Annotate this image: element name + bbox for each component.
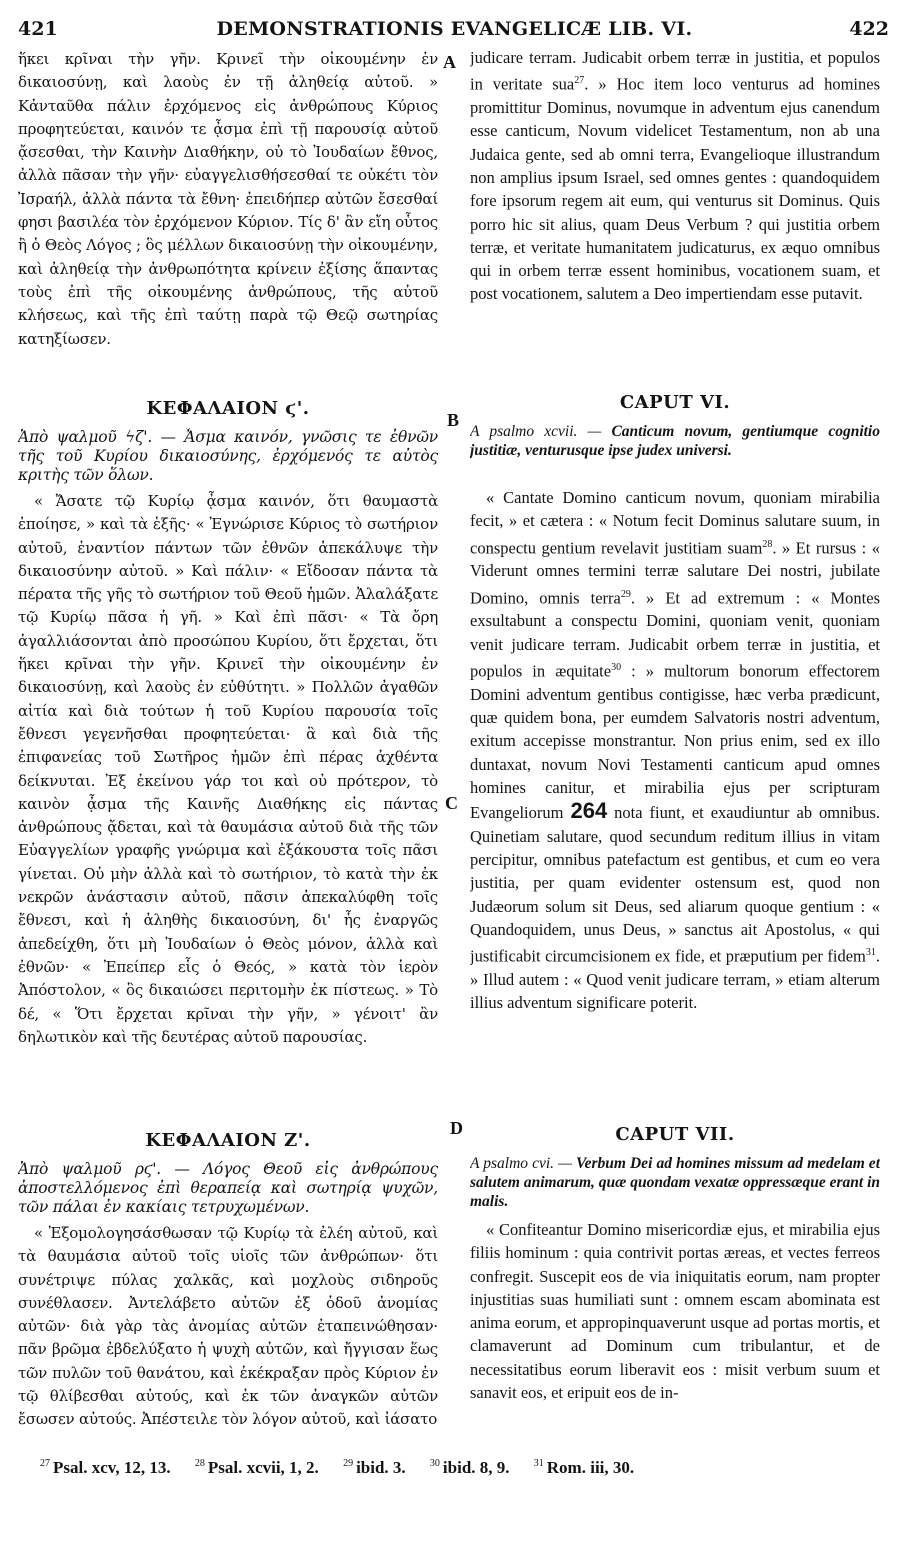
footnote-ref-30: 30 bbox=[611, 662, 622, 674]
greek-paragraph-1: ἥκει κρῖναι τὴν γῆν. Κρινεῖ τὴν οἰκουμένην ἐν δικαιοσύνῃ, καὶ λαοὺς ἐν τῇ ἀληθείᾳ αὐτοῦ. » Κἀνταῦθα πάλιν ἐρχόμενος εἰς ἀνθρώπους Κύριος προφητεύεται, καινόν τε ᾆσμα ἐπὶ τῇ παρουσίᾳ αὐτοῦ ᾄσεσθαι, τὴν Καινὴν Διαθήκην, οὐ τὸ Ἰουδαίων ἔθνος, ἀλλὰ πᾶσαν τὴν γῆν· εὐαγγελισθήσεσθαί τε οὐκέτι τὸν Ἰσραήλ, ἀλλὰ πάντα τὰ ἔθνη· ἐπειδήπερ αὐτῶν ἔσεσθαί φησι βασιλέα τὸν ἐρχόμενον Κύριον. Τίς δ' ἂν εἴη οὗτος ἢ ὁ Θεὸς Λόγος ; ὃς μέλλων δικαιοσύνῃ τὴν οἰκουμένην, καὶ ἀληθείᾳ τὴν ἀνθρωπότητα κρίνειν ἐξίσης ἅπαντας τοὺς ἐπὶ τῆς οἰκουμένης ἀνθρώπους, τῆς αὐτοῦ κλήσεως, καὶ τῆς ἐπὶ ταύτῃ παρὰ τῷ Θεῷ σωτηρίας κατηξίωσεν. bbox=[18, 50, 438, 348]
greek-paragraph-3: « Ἐξομολογησάσθωσαν τῷ Κυρίῳ τὰ ἐλέη αὐτοῦ, καὶ τὰ θαυμάσια αὐτοῦ τοῖς υἱοῖς τῶν ἀνθρώπων· ὅτι συνέτριψε πύλας χαλκᾶς, καὶ μοχλοὺς σιδηροῦς συνέθλασεν. Ἀντελάβετο αὐτῶν ἐξ ὁδοῦ ἀνομίας αὐτῶν· διὰ γὰρ τὰς ἀνομίας αὐτῶν ἐταπεινώθησαν· πᾶν βρῶμα ἐβδελύξατο ἡ ψυχὴ αὐτῶν, καὶ ἤγγισαν ἕως τῶν πυλῶν τοῦ θανάτου, καὶ ἐκέκραξαν πρὸς Κύριον ἐν τῷ θλίβεσθαι αὐτούς, καὶ ἐκ τῶν ἀναγκῶν αὐτῶν ἔσωσεν αὐτούς. Ἀπέστειλε τὸν λόγον αὐτοῦ, καὶ ἰάσατο bbox=[18, 1224, 438, 1429]
footnote-ref-28: 28 bbox=[762, 538, 773, 550]
footnote-ref-31: 31 bbox=[865, 947, 876, 959]
margin-letter-a: A bbox=[443, 52, 456, 72]
latin-chapter-7-summary: A psalmo cvi. — Verbum Dei ad homines missum ad medelam et salutem animarum, quæ quondam vexatæ oppressæque erant in malis. bbox=[470, 1155, 880, 1210]
greek-paragraph-2: « Ἄσατε τῷ Κυρίῳ ᾆσμα καινόν, ὅτι θαυμαστὰ ἐποίησε, » καὶ τὰ ἑξῆς· « Ἐγνώρισε Κύριος τὸ σωτήριον αὐτοῦ, ἐναντίον πάντων τῶν ἐθνῶν ἀπεκάλυψε τὴν δικαιοσύνην αὐτοῦ. » Καὶ πάλιν· « Εἴδοσαν πάντα τὰ πέρατα τῆς γῆς τὸ σωτήριον τοῦ Θεοῦ ἡμῶν. Ἀλαλάξατε τῷ Κυρίῳ πᾶσα ἡ γῆ. » Καὶ ἐπὶ πᾶσι· « Τὰ ὄρη ἀγαλλιάσονται ἀπὸ προσώπου Κυρίου, ὅτι ἔρχεται, ὅτι ἥκει κρῖναι τὴν γῆν. Κρινεῖ τὴν οἰκουμένην ἐν δικαιοσύνῃ, καὶ λαοὺς ἐν εὐθύτητι. » Πολλῶν ἀγαθῶν αἰτία καὶ διὰ τούτων ἡ τοῦ Κυρίου παρουσία τοῖς ἔθνεσι γεγενῆσθαι προφητεύεται· ἃ καὶ διὰ τῆς ἐπιφανείας τοῦ Σωτῆρος ἡμῶν ἐπὶ πέρας ἀχθέντα δείκνυται. Ἐξ ἐκείνου γάρ τοι καὶ οὐ πρότερον, τὸ καινὸν ᾆσμα τῆς Καινῆς Διαθήκης εἰς πάντας ἀνθρώπους ᾄδεται, καὶ τὰ θαυμάσια αὐτοῦ διὰ τῆς τῶν Εὐαγγελίων γραφῆς γνώριμα καὶ ἐξάκουστα τοῖς πᾶσι γίνεται. Οὐ μὴν ἀλλὰ καὶ τὸ σωτήριον, τὸ κατὰ τὴν ἐκ νεκρῶν ἀνάστασιν αὐτοῦ, πᾶσιν ἀπεκαλύφθη τοῖς ἔθνεσι, καὶ ἡ ἀληθὴς δικαιοσύνη, δι' ἧς ἐναργῶς ἀπεδείχθη, ὅτι μὴ Ἰουδαίων ὁ Θεὸς μόνον, ἀλλὰ καὶ ἐθνῶν· « Ἐπείπερ εἷς ὁ Θεός, » κατὰ τὸν ἱερὸν Ἀπόστολον, « ὃς δικαιώσει περιτομὴν ἐκ πίστεως. » Τὸ δέ, « Ὅτι ἔρχεται κρῖναι τὴν γῆν, » γένοιτ' ἂν δηλωτικὸν καὶ τῆς δευτέρας αὐτοῦ παρουσίας. bbox=[18, 492, 438, 1046]
latin-paragraph-3: « Confiteantur Domino misericordiæ ejus, et mirabilia ejus filiis hominum : quia contrivit portas æreas, et vectes ferreos confregit. Suscepit eos de via iniquitatis eorum, nam propter injustitias suas humiliati sunt : omnem escam abominata est anima eorum, et appropinquaverunt usque ad portas mortis, et clamaverunt ad Dominum cum tribulantur, et de necessitatibus eorum liberavit eos : misit verbum suum et sanavit eos, et eripuit eos de in- bbox=[470, 1220, 880, 1403]
greek-chapter-6-heading: ΚΕΦΑΛΑΙΟΝ ϛ'. bbox=[146, 398, 310, 419]
footnote-27: $^{27}$ Psal. xcv, 12, 13. bbox=[40, 1458, 171, 1477]
latin-paragraph-2: « Cantate Domino canticum novum, quoniam mirabilia fecit, » et cætera : « Notum fecit Dominus salutare suum, in conspectu gentium revelavit justitiam suam$^{28}$. » Et rursus : « Viderunt omnes termini terræ salutare Dei nostri, jubilate Domino, omnis terra$^{29}$. » Et ad extremum : « Montes exsultabunt a conspectu Domini, quoniam venit, quoniam venit judicare terram. Judicabit orbem terræ in justitia, et populos in æquitate$^{30}$ : » multorum bonorum effectorem Domini adventum gentibus contigisse, hæc verba prædicunt, quæ quidem bona, per eumdem Salvatoris nostri adventum, exitum accepisse monstrantur. Non prius enim, sed ex illo duntaxat, novum Novi Testamenti canticum apud omnes homines canitur, et mirabilia ejus per scripturam Evangeliorum 264 nota fiunt, et exaudiuntur ab omnibus. Quinetiam salutare, quod secundum reditum illius in vitam percipitur, omnibus patefactum est gentibus, et cum eo vera justitia, per quam evidenter ostensum est, quod non Judæorum solum sit Deus, sed aliarum quoque gentium : « Quandoquidem, unus Deus, » sanctus ait Apostolus, « qui justificabit circumcisionem ex fide, et præputium per fidem$^{31}$. » Illud autem : « Quod venit judicare terram, » etiam alterum illius adventum significare poterit. bbox=[470, 488, 880, 1013]
margin-letter-d: D bbox=[450, 1118, 463, 1138]
greek-chapter-7-summary: Ἀπὸ ψαλμοῦ ρϛ'. — Λόγος Θεοῦ εἰς ἀνθρώπους ἀποστελλόμενος ἐπὶ θεραπείᾳ καὶ σωτηρίᾳ ψυχῶν, τῶν πάλαι ἐν κακίαις τετρυχωμένων. bbox=[18, 1160, 438, 1216]
latin-chapter-7-heading: CAPUT VII. bbox=[615, 1124, 735, 1145]
column-number-264: 264 bbox=[570, 798, 608, 824]
latin-paragraph-1: judicare terram. Judicabit orbem terræ in justitia, et populos in veritate sua$^{27}$. » Hoc item loco venturus ad homines promittitur Dominus, novumque in adventum ejus canendum esse canticum, Novum videlicet Testamentum, non ab una Judaica gente, sed ab omni terra, Evangelioque illustrandum non amplius ipsum Israel, sed omnes gentes : quandoquidem fore ipsorum regem ait eum, qui venturus sit Dominus. Quis porro hic sit alius, quam Deus Verbum ? qui justitia orbem terræ, et veritate humanitatem judicaturus, ex æquo omnibus qui in orbem terræ essent hominibus, vocationem suam, et post vocationem, salutem a Deo impertiendam esse putavit. bbox=[470, 48, 880, 304]
footnote-ref-29: 29 bbox=[620, 588, 631, 600]
greek-chapter-6-summary: Ἀπὸ ψαλμοῦ ϟζ'. — Ἆσμα καινόν, γνῶσις τε ἐθνῶν τῆς τοῦ Κυρίου δικαιοσύνης, ἐρχόμενός τε αὐτὸς κριτὴς τῶν ὅλων. bbox=[18, 428, 438, 484]
footnote-29: $^{29}$ ibid. 3. bbox=[343, 1458, 406, 1477]
footnote-28: $^{28}$ Psal. xcvii, 1, 2. bbox=[194, 1458, 319, 1477]
margin-letter-b: B bbox=[447, 410, 460, 430]
page-number-left: 421 bbox=[18, 18, 58, 40]
latin-chapter-6-summary: A psalmo xcvii. — Canticum novum, gentiumque cognitio justitiæ, venturusque ipse judex universi. bbox=[470, 423, 880, 459]
page-number-right: 422 bbox=[849, 18, 889, 40]
running-title: DEMONSTRATIONIS EVANGELICÆ LIB. VI. bbox=[216, 18, 693, 40]
footnote-30: $^{30}$ ibid. 8, 9. bbox=[429, 1458, 510, 1477]
footnote-ref-27: 27 bbox=[574, 75, 585, 87]
footnote-31: $^{31}$ Rom. iii, 30. bbox=[533, 1458, 635, 1477]
greek-chapter-7-heading: ΚΕΦΑΛΑΙΟΝ Ζ'. bbox=[145, 1130, 311, 1151]
margin-letter-c: C bbox=[445, 793, 458, 813]
footnotes bbox=[40, 1458, 890, 1478]
running-header bbox=[0, 10, 909, 46]
latin-chapter-6-heading: CAPUT VI. bbox=[619, 392, 731, 413]
